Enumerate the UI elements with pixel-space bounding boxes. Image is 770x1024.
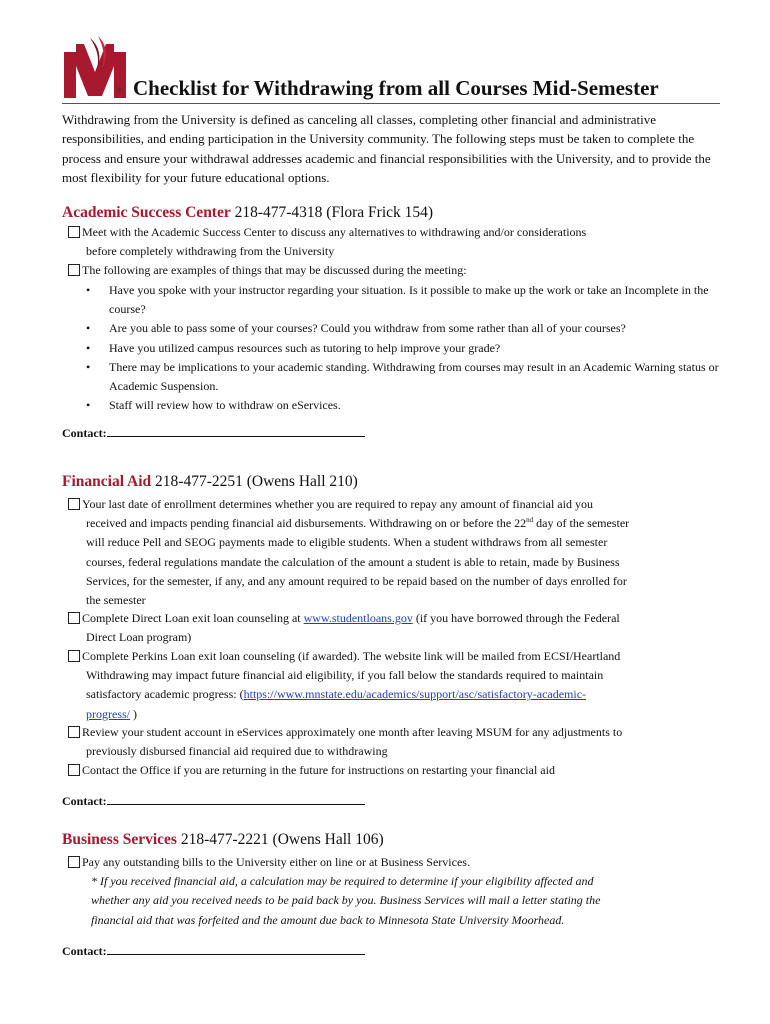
- contact-label: Contact:: [62, 794, 107, 808]
- checkbox[interactable]: [68, 726, 80, 738]
- item-text: Services, for the semester, if any, and any amount required to be repaid based on the number of days enrolled for: [86, 573, 627, 588]
- financial-item-3: [68, 647, 728, 724]
- contact-input-line[interactable]: [107, 943, 365, 955]
- business-note: [91, 872, 731, 930]
- checkbox[interactable]: [68, 856, 80, 868]
- financial-item-1: [68, 495, 728, 610]
- item-text: Withdrawing may impact future financial aid eligibility, if you fall below the standards required to maintain: [86, 668, 604, 683]
- section-financial-name: Financial Aid: [62, 473, 152, 490]
- bullet-icon: •: [86, 321, 91, 336]
- item-text: Contact the Office if you are returning in the future for instructions on restarting your financial aid: [82, 763, 555, 777]
- note-line: * If you received financial aid, a calculation may be required to determine if your eligibility affected and: [91, 874, 594, 888]
- bullet-text: Have you utilized campus resources such as tutoring to help improve your grade?: [109, 340, 501, 355]
- item-text: previously disbursed financial aid required due to withdrawing: [86, 744, 388, 759]
- business-contact: [62, 943, 365, 959]
- checkbox[interactable]: [68, 764, 80, 776]
- title-rule: [62, 103, 720, 104]
- item-text: [68, 516, 629, 530]
- academic-contact: [62, 425, 365, 441]
- bullet-text: Are you able to pass some of your courses? Could you withdraw from some rather than all of your courses?: [109, 321, 626, 336]
- checkbox[interactable]: [68, 612, 80, 624]
- list-item: [86, 281, 726, 319]
- contact-input-line[interactable]: [107, 793, 365, 805]
- section-business-heading: [62, 831, 384, 849]
- financial-item-2: [68, 609, 728, 647]
- list-item: [86, 396, 726, 415]
- note-line: financial aid that was forfeited and the amount due back to Minnesota State University Moorhead.: [91, 912, 565, 927]
- studentloans-link[interactable]: www.studentloans.gov: [303, 611, 413, 625]
- item-text: will reduce Pell and SEOG payments made to eligible students. When a student withdraws from all semester: [86, 535, 608, 550]
- academic-bullet-list: [86, 281, 726, 415]
- item-text: [68, 707, 137, 721]
- item-text: Your last date of enrollment determines whether you are required to repay any amount of financial aid you: [82, 497, 593, 511]
- section-business-info: 218-477-2221 (Owens Hall 106): [176, 831, 384, 848]
- contact-input-line[interactable]: [107, 425, 365, 437]
- registered-mark: ®: [117, 88, 122, 94]
- bullet-text: There may be implications to your academic standing. Withdrawing from courses may result in an Academic Warning status or Academic Suspension.: [109, 359, 719, 394]
- section-financial-heading: [62, 473, 358, 491]
- section-financial-info: 218-477-2251 (Owens Hall 210): [151, 473, 358, 490]
- note-line: whether any aid you received needs to be paid back by you. Business Services will mail a letter stating the: [91, 893, 601, 908]
- superscript: nd: [526, 516, 534, 525]
- contact-label: Contact:: [62, 426, 107, 440]
- financial-item-4: [68, 723, 728, 761]
- financial-contact: [62, 793, 365, 809]
- bullet-text: Staff will review how to withdraw on eServices.: [109, 398, 341, 413]
- checkbox[interactable]: [68, 226, 80, 238]
- item-text-part: day of the semester: [533, 516, 630, 531]
- item-text-part: received and impacts pending financial aid disbursements. Withdrawing on or before the 22: [86, 516, 527, 531]
- contact-label: Contact:: [62, 944, 107, 958]
- item-text: Review your student account in eServices approximately one month after leaving MSUM for any adjustments to: [82, 725, 623, 739]
- item-text: [68, 687, 586, 701]
- item-text: Complete Perkins Loan exit loan counseling (if awarded). The website link will be mailed from ECSI/Heartland: [82, 649, 621, 663]
- academic-item-2: [68, 261, 728, 280]
- sap-link[interactable]: https://www.mnstate.edu/academics/support/asc/satisfactory-academic-: [243, 687, 587, 702]
- item-text: courses, federal regulations mandate the calculation of the amount a student is able to retain, made by Business: [86, 554, 620, 569]
- section-academic-heading: [62, 204, 433, 222]
- item-text-part: satisfactory academic progress: (: [86, 687, 244, 702]
- item-text: The following are examples of things that may be discussed during the meeting:: [82, 263, 467, 277]
- bullet-icon: •: [86, 398, 91, 413]
- list-item: [86, 319, 726, 338]
- bullet-text: Have you spoke with your instructor regarding your situation. Is it possible to make up the work or take an Incomplete in the course?: [109, 283, 709, 317]
- item-text: Complete Direct Loan exit loan counseling at: [82, 611, 304, 625]
- section-business-name: Business Services: [62, 831, 177, 848]
- academic-item-1: [68, 223, 728, 261]
- item-text: Direct Loan program): [86, 630, 192, 645]
- financial-item-5: [68, 761, 728, 780]
- item-text: Pay any outstanding bills to the University either on line or at Business Services.: [82, 855, 470, 869]
- sap-link-continued[interactable]: progress/: [86, 706, 130, 721]
- intro-paragraph: Withdrawing from the University is defined as canceling all classes, completing other financial and administrative responsibilities, and ending participation in the University community. The following steps must be taken to complete the process and ensure your withdrawal addresses academic and financial responsibilities with the University, and to provide the most flexibility for your future educational options.: [62, 112, 711, 185]
- item-text: (if you have borrowed through the Federal: [412, 611, 620, 625]
- bullet-icon: •: [86, 359, 91, 374]
- checkbox[interactable]: [68, 264, 80, 276]
- section-academic-name: Academic Success Center: [62, 204, 231, 221]
- list-item: [86, 358, 726, 396]
- bullet-icon: •: [86, 340, 91, 355]
- page-title: Checklist for Withdrawing from all Courses Mid-Semester: [133, 76, 659, 100]
- business-item-1: [68, 853, 728, 872]
- list-item: [86, 339, 726, 358]
- checkbox[interactable]: [68, 498, 80, 510]
- item-text: the semester: [86, 593, 146, 608]
- section-academic-info: 218-477-4318 (Flora Frick 154): [230, 204, 434, 221]
- item-text: before completely withdrawing from the University: [86, 244, 335, 259]
- item-text-part: ): [130, 706, 137, 721]
- item-text: Meet with the Academic Success Center to discuss any alternatives to withdrawing and/or considerations: [82, 225, 587, 239]
- bullet-icon: •: [86, 283, 91, 297]
- checkbox[interactable]: [68, 650, 80, 662]
